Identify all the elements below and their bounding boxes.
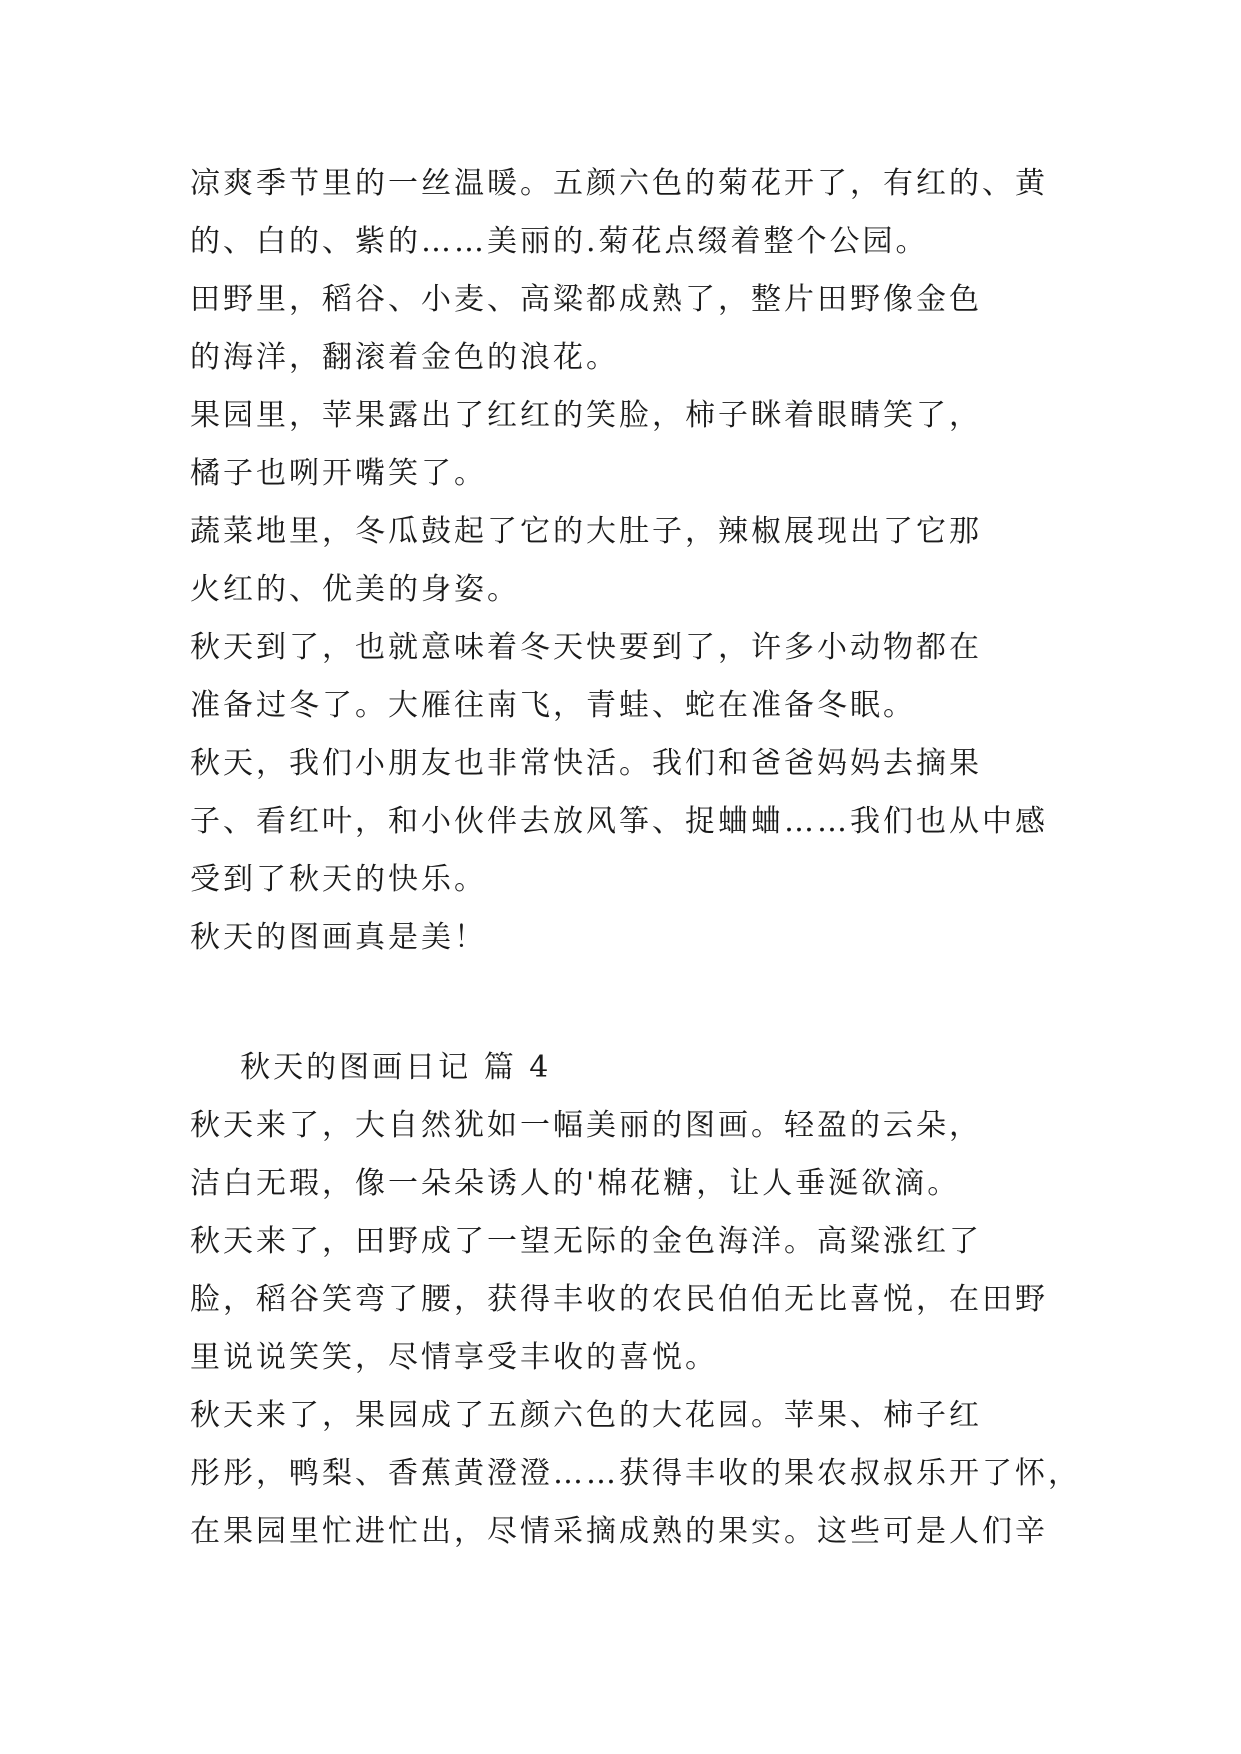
paragraph	[190, 619, 1070, 735]
text-line: 受到了秋天的快乐。	[190, 862, 487, 897]
text-line: 凉爽季节里的一丝温暖。五颜六色的菊花开了，有红的、黄	[190, 166, 1048, 201]
text-line: 田野里，稻谷、小麦、高粱都成熟了，整片田野像金色	[190, 282, 982, 317]
text-line: 的、白的、紫的……美丽的.菊花点缀着整个公园。	[190, 224, 929, 259]
text-line: 秋天来了，田野成了一望无际的金色海洋。高粱涨红了	[190, 1224, 982, 1259]
text-line: 准备过冬了。大雁往南飞，青蛙、蛇在准备冬眠。	[190, 688, 916, 723]
paragraph	[190, 155, 1070, 271]
paragraph	[190, 271, 1070, 387]
paragraph	[190, 735, 1070, 909]
text-line: 洁白无瑕，像一朵朵诱人的'棉花糖，让人垂涎欲滴。	[190, 1166, 961, 1201]
text-line: 的海洋，翻滚着金色的浪花。	[190, 340, 619, 375]
text-line: 秋天到了，也就意味着冬天快要到了，许多小动物都在	[190, 630, 982, 665]
paragraph	[190, 1097, 1070, 1213]
section-title: 秋天的图画日记 篇 4	[190, 1050, 552, 1085]
section-gap	[190, 967, 1070, 1039]
text-line: 橘子也咧开嘴笑了。	[190, 456, 487, 491]
document-page	[190, 155, 1081, 1561]
text-block-2	[190, 1097, 1081, 1561]
paragraph	[190, 1387, 1081, 1561]
text-line: 秋天，我们小朋友也非常快活。我们和爸爸妈妈去摘果	[190, 746, 982, 781]
text-line: 果园里，苹果露出了红红的笑脸，柿子眯着眼睛笑了，	[190, 398, 982, 433]
text-line: 火红的、优美的身姿。	[190, 572, 520, 607]
paragraph	[190, 387, 1070, 503]
paragraph	[190, 909, 1070, 967]
text-line: 彤彤，鸭梨、香蕉黄澄澄……获得丰收的果农叔叔乐开了怀，	[190, 1456, 1081, 1491]
paragraph	[190, 503, 1070, 619]
text-line: 里说说笑笑，尽情享受丰收的喜悦。	[190, 1340, 718, 1375]
text-line: 在果园里忙进忙出，尽情采摘成熟的果实。这些可是人们辛	[190, 1514, 1048, 1549]
text-line: 秋天来了，果园成了五颜六色的大花园。苹果、柿子红	[190, 1398, 982, 1433]
text-line: 蔬菜地里，冬瓜鼓起了它的大肚子，辣椒展现出了它那	[190, 514, 982, 549]
paragraph	[190, 1213, 1070, 1387]
text-line: 秋天的图画真是美！	[190, 920, 487, 955]
text-block-1	[190, 155, 1070, 967]
text-line: 脸，稻谷笑弯了腰，获得丰收的农民伯伯无比喜悦，在田野	[190, 1282, 1048, 1317]
text-line: 秋天来了，大自然犹如一幅美丽的图画。轻盈的云朵，	[190, 1108, 982, 1143]
text-line: 子、看红叶，和小伙伴去放风筝、捉蛐蛐……我们也从中感	[190, 804, 1048, 839]
